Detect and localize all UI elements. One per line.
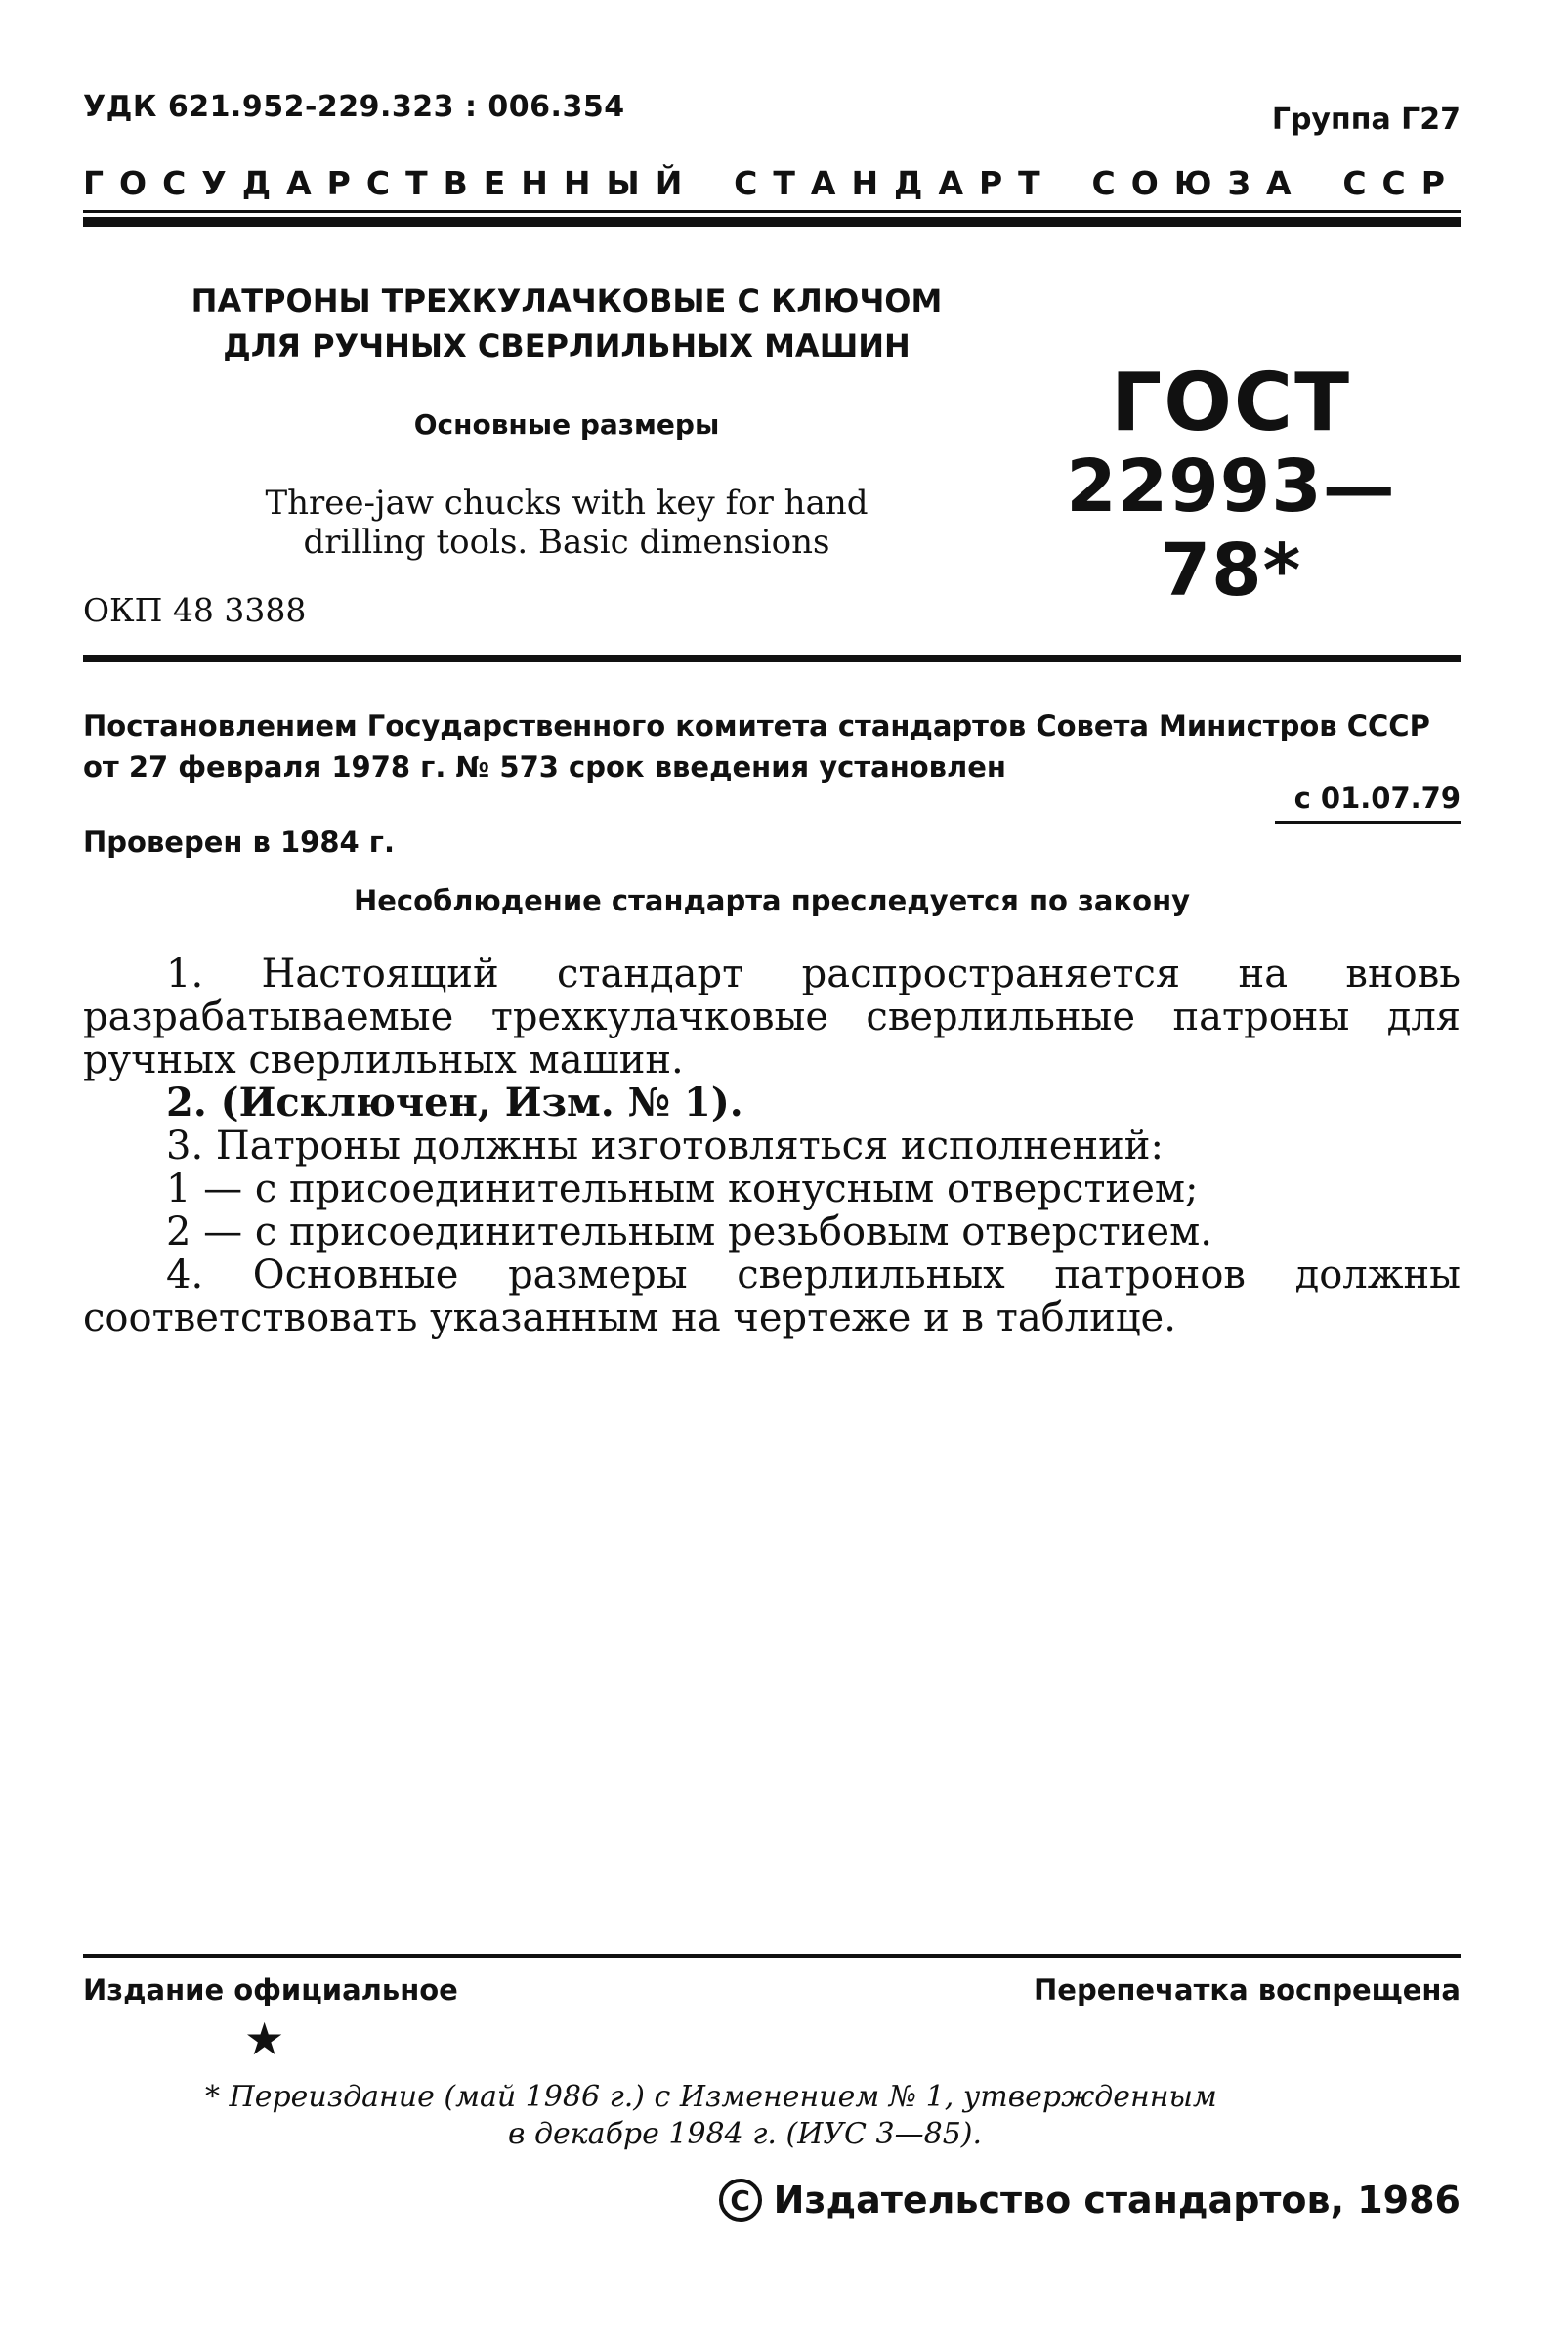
banner-word: ССР: [1342, 164, 1461, 202]
footer-rule: [83, 1954, 1461, 1958]
publisher: Издательство стандартов, 1986: [773, 2179, 1461, 2222]
group-code: Группа Г27: [1271, 103, 1461, 137]
english-title-line: drilling tools. Basic dimensions: [303, 523, 830, 562]
clause-2: [83, 1081, 1461, 1124]
decree-line: от 27 февраля 1978 г. № 573 срок введения установлен: [83, 750, 1006, 783]
footnote-line: * Переиздание (май 1986 г.) с Изменением № 1, утвержденным: [205, 2080, 1217, 2114]
checked-year: Проверен в 1984 г.: [83, 825, 395, 859]
document-subtitle: Основные размеры: [413, 408, 720, 441]
banner-word: СОЮЗА: [1091, 164, 1307, 202]
reprint-prohibited: Перепечатка воспрещена: [1034, 1973, 1461, 2007]
okp-code: ОКП 48 3388: [83, 591, 307, 629]
decree-text: [83, 705, 1461, 787]
clause-3-item: 2 — с присоединительным резьбовым отверстием.: [166, 1209, 1212, 1254]
english-title: [176, 484, 957, 562]
standard-body: [83, 952, 1461, 1339]
gost-label: ГОСТ: [1110, 357, 1352, 449]
copyright: [719, 2179, 1461, 2222]
state-standard-banner: [83, 164, 1461, 202]
title-line: ДЛЯ РУЧНЫХ СВЕРЛИЛЬНЫХ МАШИН: [223, 327, 911, 364]
title-line: ПАТРОНЫ ТРЕХКУЛАЧКОВЫЕ С КЛЮЧОМ: [191, 282, 943, 319]
clause-1: 1. Настоящий стандарт распространяется на вновь разрабатываемые трехкулачковые сверлильные патроны для ручных сверлильных машин.: [83, 952, 1461, 1082]
document-title: [176, 278, 957, 368]
star-icon: ★: [244, 2012, 285, 2065]
title-rule: [83, 655, 1461, 662]
english-title-line: Three-jaw chucks with key for hand: [265, 484, 869, 523]
law-notice: Несоблюдение стандарта преследуется по закону: [353, 884, 1191, 917]
decree-line: Постановлением Государственного комитета стандартов Совета Министров СССР: [83, 709, 1430, 742]
udk-code: УДК 621.952-229.323 : 006.354: [83, 90, 625, 124]
copyright-icon: C: [719, 2179, 762, 2222]
reissue-footnote: [205, 2079, 1377, 2153]
header-thin-rule: [83, 210, 1461, 213]
introduction-date: с 01.07.79: [1275, 782, 1461, 824]
official-edition: Издание официальное: [83, 1973, 458, 2007]
gost-number: 22993—78*: [1066, 444, 1396, 613]
banner-word: ГОСУДАРСТВЕННЫЙ: [83, 164, 699, 202]
clause-4: 4. Основные размеры сверлильных патронов должны соответствовать указанным на чертеже и в таблице.: [83, 1252, 1461, 1340]
clause-2-text: 2. (Исключен, Изм. № 1).: [166, 1079, 743, 1125]
footnote-line: в декабре 1984 г. (ИУС 3—85).: [508, 2117, 983, 2151]
clause-3: 3. Патроны должны изготовляться исполнений:: [166, 1123, 1164, 1168]
banner-word: СТАНДАРТ: [734, 164, 1056, 202]
header-thick-rule: [83, 217, 1461, 227]
clause-3-item: 1 — с присоединительным конусным отверстием;: [166, 1166, 1199, 1211]
